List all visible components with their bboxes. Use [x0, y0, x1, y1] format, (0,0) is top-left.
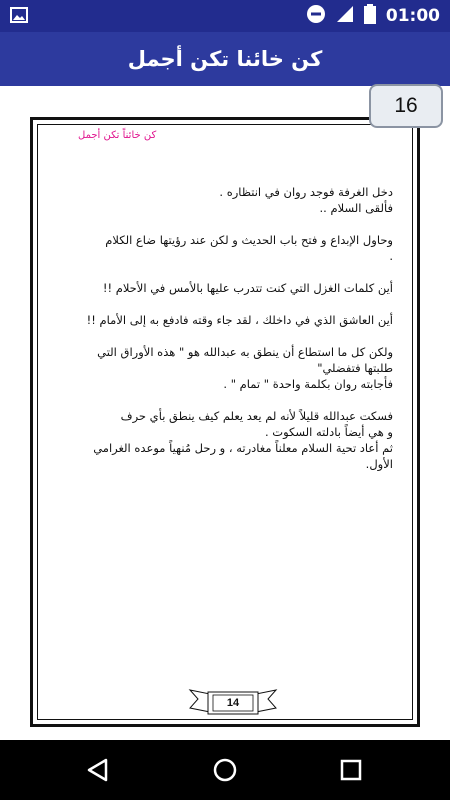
text-line: وحاول الإبداع و فتح باب الحديث و لكن عند رؤيتها ضاع الكلام	[105, 233, 393, 247]
signal-icon	[336, 5, 354, 27]
text-line: طلبتها فتفضلي"	[317, 361, 393, 375]
back-icon[interactable]	[83, 755, 113, 785]
paragraph	[63, 232, 393, 264]
paragraph	[63, 344, 393, 392]
paragraph	[63, 312, 393, 328]
paragraph	[63, 408, 393, 472]
page-number: 14	[226, 697, 240, 709]
image-notification-icon	[10, 6, 28, 28]
battery-icon	[364, 4, 376, 28]
text-line: دخل الغرفة فوجد روان في انتظاره .	[219, 185, 393, 199]
status-bar	[0, 0, 450, 32]
recents-icon[interactable]	[336, 755, 366, 785]
page-number-ribbon	[188, 686, 278, 716]
book-page[interactable]	[30, 117, 420, 727]
text-line: .	[389, 249, 393, 263]
app-title: كن خائنا تكن أجمل	[127, 47, 323, 71]
paragraph	[63, 280, 393, 296]
status-icons	[306, 0, 440, 32]
text-line: ولكن كل ما استطاع أن ينطق به عبدالله هو " هذه الأوراق التي	[97, 345, 393, 359]
do-not-disturb-icon	[306, 4, 326, 28]
text-line: الأول.	[365, 457, 393, 471]
text-line: فألقى السلام ..	[319, 201, 393, 215]
app-bar	[0, 32, 450, 86]
text-line: أين كلمات الغزل التي كنت تتدرب عليها بالأمس في الأحلام !!	[102, 281, 393, 295]
clock-time: 01:00	[385, 6, 440, 26]
text-line: و هي أيضاً بادلته السكوت .	[264, 425, 393, 439]
page-text	[63, 184, 393, 488]
running-header: كن خائناً تكن أجمل	[78, 130, 157, 141]
text-line: أين العاشق الذي في داخلك ، لقد جاء وقته فادفع به إلى الأمام !!	[86, 313, 393, 327]
page-badge[interactable]: 16	[369, 84, 443, 128]
home-icon[interactable]	[210, 755, 240, 785]
paragraph	[63, 184, 393, 216]
text-line: ثم أعاد تحية السلام معلناً مغادرته ، و رحل مُنهياً موعده الغرامي	[93, 441, 393, 455]
navigation-bar	[0, 740, 450, 800]
text-line: فأجابته روان بكلمة واحدة " تمام " .	[223, 377, 393, 391]
text-line: فسكت عبدالله قليلاً لأنه لم يعد يعلم كيف ينطق بأي حرف	[120, 409, 393, 423]
